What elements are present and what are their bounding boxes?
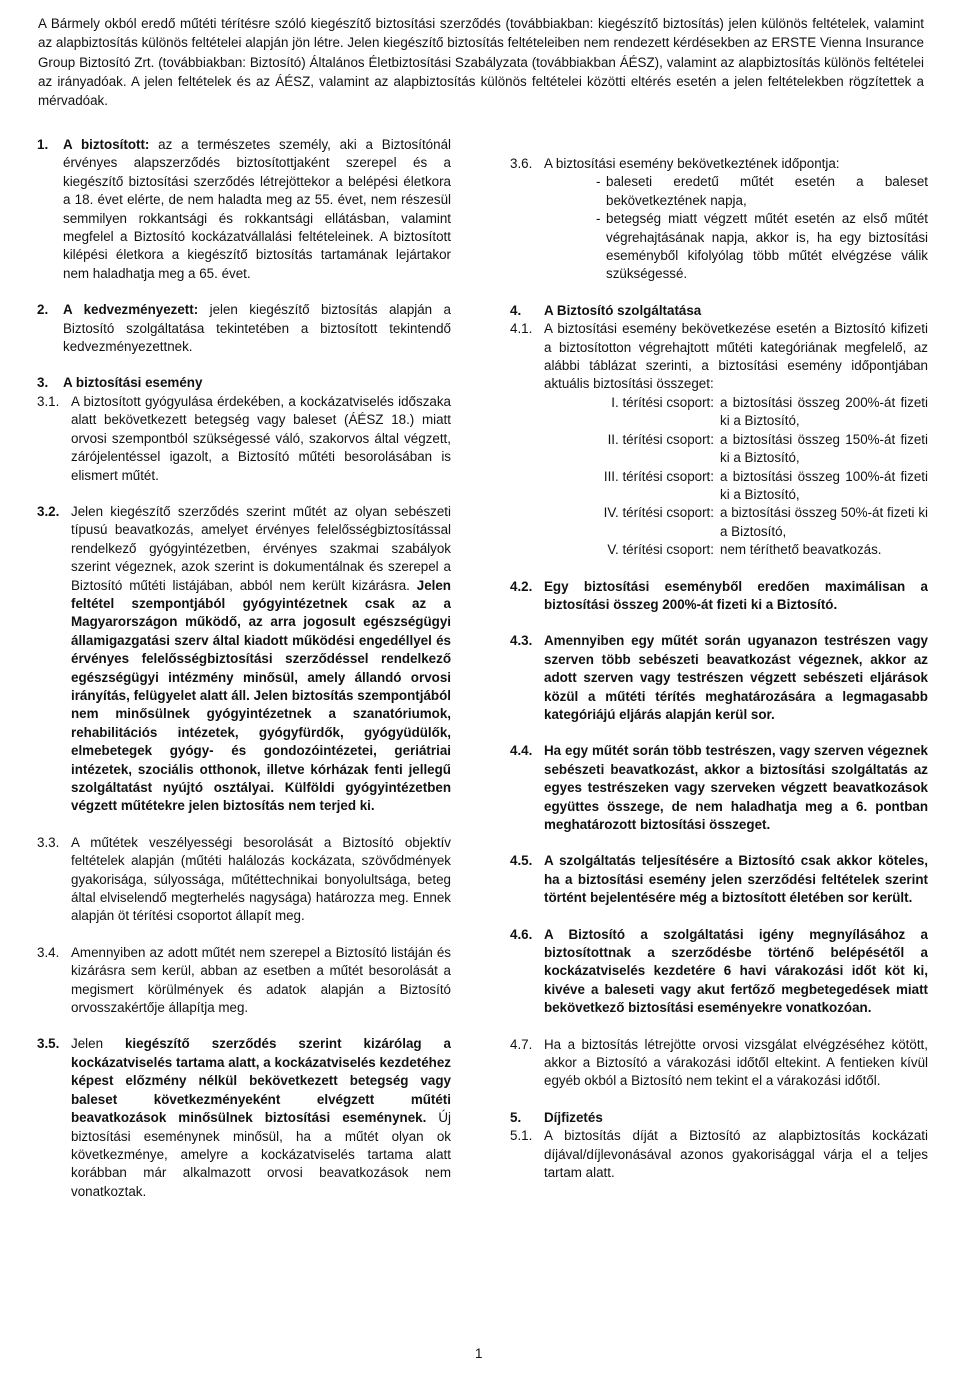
tier-desc: nem téríthető beavatkozás. — [720, 542, 882, 558]
list-item: - betegség miatt végzett műtét esetén az első műtét végrehajtásának napja, akkor is, ha egy biztosítási eseményből kifolyólag több műtét elvégzése válik szükségessé. — [596, 210, 928, 284]
section-3-6 — [510, 155, 928, 284]
section-bold-text: kiegészítő szerződés szerint kizárólag a kockázatviselés tartama alatt, a kockázatviselés kezdetéhez képest előzmény nélkül bekövetkezett betegség vagy baleset következményeként elvégzett műtéti beavatkozások minősülnek biztosítási eseménynek. — [71, 1036, 452, 1126]
section-number: 2. — [37, 302, 49, 318]
section-number: 3.2. — [37, 503, 60, 519]
section-4-5 — [510, 852, 928, 907]
tier-desc: a biztosítási összeg 50%-át fizeti ki a Biztosító, — [720, 505, 928, 539]
section-text: Amennyiben az adott műtét nem szerepel a Biztosító listáján és kizárásra sem kerül, abban az esetben a műtét besorolását a megismert körülmények és adatok alapján a Biztosító orvosszakértője állapítja meg. — [71, 944, 451, 1016]
tier-desc: a biztosítási összeg 150%-át fizeti ki a Biztosító, — [720, 431, 928, 466]
section-number: 4.5. — [510, 853, 533, 869]
right-column — [510, 155, 928, 1201]
section-text: Új biztosítási eseménynek minősül, ha a műtét olyan ok következménye, amelyre a kockázatviselés tartama alatt korábban már alkalmazott orvosi beavatkozások nem vonatkoztak. — [71, 1110, 451, 1199]
section-number: 4.7. — [510, 1036, 533, 1052]
section-title: A Biztosító szolgáltatása — [544, 302, 702, 318]
section-text: A műtétek veszélyességi besorolását a Biztosító objektív feltételek alapján (műtéti halálozás kockázata, szövődmények gyakorisága, súlyossága, műtéttechnikai bonyolultsága, beteg által elviselendő megterhelés nagysága) határozza meg. Ennek alapján öt térítési csoportot állapít meg. — [71, 834, 451, 924]
section-number: 4.4. — [510, 743, 533, 759]
section-text: A szolgáltatás teljesítésére a Biztosító csak akkor köteles, ha a biztosítási esemény jelen szerződési feltételek szerint történt bejelentésére még a biztosított életében sor került. — [544, 853, 928, 906]
section-number: 3. — [37, 375, 49, 391]
section-text: A biztosítási esemény bekövetkezése esetén a Biztosító kifizeti a biztosítotton végrehajtott műtéti kategóriának megfelelő, az alábbi táblázat szerinti, a biztosítási esemény időpontjában aktuális biztosítási összeget: — [544, 321, 928, 392]
section-bold-text: Jelen feltétel szempontjából gyógyintézetnek csak az a Magyarországon működő, az arra jogosult egészségügyi államigazgatási szerv által kiadott működési engedéllyel és érvényes felelősségbiztosítási szerződéssel rendelkező egészségügyi intézmény minősül, amely állandó orvosi irányítás, felügyelet alatt áll. Jelen biztosítás szempontjából nem minősülnek gyógyintézetnek a szanatóriumok, rehabilitációs intézetek, gyógyfürdők, gyógyüdülők, elmebetegek gyógy- és gondozóintézetei, geriátriai intézetek, szociális otthonok, illetve kórházak fenti jellegű szolgáltatást nyújtó osztályai. Külföldi gyógyintézetben végzett műtétekre jelen biztosítás nem terjed ki. — [71, 577, 451, 814]
section-text: jelen kiegészítő biztosítás alapján a Biztosító szolgáltatása tekintetében a biztosított tekintendő kedvezményezettnek. — [63, 302, 451, 355]
section-4-heading — [510, 302, 928, 320]
term-beneficiary: A kedvezményezett: — [63, 302, 199, 318]
left-column — [37, 136, 451, 1219]
section-number: 4. — [510, 302, 522, 318]
section-title: Díjfizetés — [544, 1109, 603, 1125]
section-4-3 — [510, 632, 928, 724]
table-row — [544, 504, 928, 541]
intro-paragraph: A Bármely okból eredő műtéti térítésre szóló kiegészítő biztosítási szerződés (továbbiakban: kiegészítő biztosítás) jelen különös feltételek, valamint az alapbiztosítás különös feltételei alapján jön létre. Jelen kiegészítő biztosítás feltételeiben nem rendezett kérdésekben az ERSTE Vienna Insurance Group Biztosító Zrt. (továbbiakban: Biztosító) Általános Életbiztosítási Szabályzata (továbbiakban ÁÉSZ), valamint az alapbiztosítás különös feltételei az irányadóak. A jelen feltételek és az ÁÉSZ, valamint az alapbiztosítás különös feltételei közötti eltérés esetén a jelen feltételekben rögzítettek a mérvadóak. — [38, 16, 924, 109]
section-1 — [37, 136, 451, 283]
section-4-1 — [510, 320, 928, 559]
section-3-1 — [37, 393, 451, 485]
table-row — [544, 394, 928, 431]
section-3-2 — [37, 503, 451, 816]
section-number: 4.2. — [510, 578, 533, 594]
term-insured: A biztosított: — [63, 137, 150, 152]
tier-group: IV. térítési csoport: — [603, 505, 714, 521]
tier-desc: a biztosítási összeg 100%-át fizeti ki a Biztosító, — [720, 468, 928, 502]
section-3-heading — [37, 374, 451, 392]
section-text: Ha a biztosítás létrejötte orvosi vizsgálat elvégzéséhez kötött, akkor a Biztosító a várakozási időtől eltekint. A fentieken kívül egyéb okból a Biztosító nem tekint el a várakozási időtől. — [544, 1036, 928, 1089]
table-row — [544, 468, 928, 505]
section-number: 3.5. — [37, 1036, 60, 1052]
section-title: A biztosítási esemény — [63, 375, 203, 391]
tier-group: I. térítési csoport: — [611, 394, 714, 410]
tier-group: II. térítési csoport: — [607, 431, 714, 447]
section-number: 3.6. — [510, 156, 533, 171]
section-text: Egy biztosítási eseményből eredően maximálisan a biztosítási összeg 200%-át fizeti ki a Biztosító. — [544, 578, 928, 612]
section-4-6 — [510, 926, 928, 1018]
section-4-7 — [510, 1036, 928, 1091]
section-3-4 — [37, 944, 451, 1018]
section-text: A biztosítás díját a Biztosító az alapbiztosítás kockázati díjával/díjlevonásával azonos gyakorisággal várja el a teljes tartam alatt. — [544, 1128, 928, 1181]
section-number: 4.1. — [510, 321, 533, 337]
section-text: Amennyiben egy műtét során ugyanazon testrészen vagy szerven több sebészeti beavatkozást végeznek, akkor az adott szerven vagy testrészen végzett sebészeti eljárások közül a műtéti térítés meghatározására a legmagasabb kategóriájú eljárás alapján kerül sor. — [544, 633, 928, 722]
section-text: Jelen kiegészítő szerződés szerint műtét az olyan sebészeti típusú beavatkozás, amelyet érvényes felelősségbiztosítással rendelkező gyógyintézetben, érvényes szakmai szabályok szerint végeznek, azok szerint is dokumentálnak és szerepel a Biztosító műtéti listájában, abból nem került kizárásra. — [71, 503, 451, 593]
section-text: Ha egy műtét során több testrészen, vagy szerven végeznek sebészeti beavatkozást, akkor a biztosítási szolgáltatás az egyes testrészeken vagy szerveken végzett beavatkozások együttes összege, de nem haladhatja meg a 6. pontban meghatározott biztosítási összeget. — [544, 743, 928, 832]
section-4-2 — [510, 578, 928, 615]
page-number: 1 — [475, 1346, 483, 1361]
section-5-1 — [510, 1127, 928, 1182]
section-text: A biztosítási esemény bekövetkeztének időpontja: — [544, 156, 840, 171]
section-5-heading — [510, 1109, 928, 1127]
event-date-list — [596, 173, 928, 283]
section-number: 3.3. — [37, 834, 60, 850]
table-row — [544, 431, 928, 468]
list-item: - baleseti eredetű műtét esetén a baleset bekövetkeztének napja, — [596, 173, 928, 210]
section-number: 1. — [37, 137, 49, 152]
section-3-3 — [37, 834, 451, 926]
section-3-5 — [37, 1035, 451, 1201]
section-number: 4.6. — [510, 926, 533, 942]
payout-tier-table — [544, 394, 928, 560]
tier-desc: a biztosítási összeg 200%-át fizeti ki a Biztosító, — [720, 394, 928, 429]
section-text: A biztosított gyógyulása érdekében, a kockázatviselés időszaka alatt bekövetkezett betegség vagy baleset (ÁÉSZ 18.) miatt orvosi szempontból szükségessé váló, szakorvos által végzett, zárójelentéssel igazolt, a Biztosító műtéti besorolásában is elismert műtét. — [71, 393, 451, 483]
section-number: 4.3. — [510, 633, 533, 649]
tier-group: III. térítési csoport: — [603, 468, 714, 484]
section-text: A Biztosító a szolgáltatási igény megnyílásához a biztosítottnak a szerződésbe történő belépésétől a kockázatviselés kezdetére 6 havi várakozási időt köt ki, kivéve a baleseti vagy akut fertőző megbetegedések miatt bekövetkező biztosítási eseményekre vonatkozóan. — [544, 926, 928, 1016]
tier-group: V. térítési csoport: — [607, 542, 714, 558]
table-row — [544, 541, 928, 559]
section-number: 3.1. — [37, 393, 60, 409]
section-text: Jelen — [71, 1036, 125, 1052]
section-text: az a természetes személy, aki a Biztosítónál érvényes alapszerződés biztosítottjaként szerepel és a kiegészítő biztosítási szerződés létrejöttekor a belépési életkora a 18. évet elérte, de nem haladta meg az 55. évet, nem részesül semmilyen rokkantsági és rokkantsági ellátásban, valamint megfelel a Biztosító kockázatvállalási feltételeinek. A biztosított kilépési életkora a kiegészítő biztosítás tartamának lejártakor nem haladhatja meg a 65. évet. — [63, 137, 451, 281]
section-number: 3.4. — [37, 944, 60, 960]
section-number: 5. — [510, 1109, 522, 1125]
section-2 — [37, 301, 451, 356]
section-number: 5.1. — [510, 1128, 533, 1144]
section-4-4 — [510, 742, 928, 834]
